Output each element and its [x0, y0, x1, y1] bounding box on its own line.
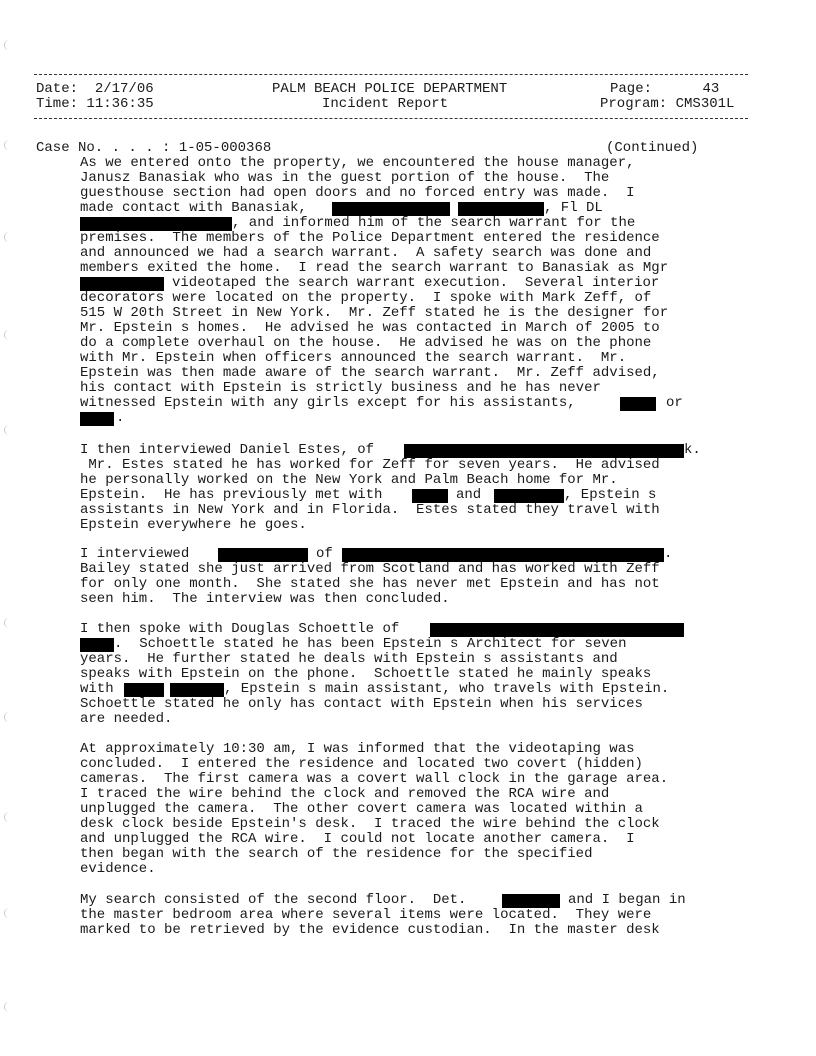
text-line: are needed. — [80, 711, 173, 727]
text-line: I interviewed — [80, 546, 190, 562]
text-line: witnessed Epstein with any girls except for his assistants, — [80, 395, 576, 411]
text-line: and announced we had a search warrant. A safety search was done and — [80, 245, 652, 261]
redaction-block — [342, 548, 664, 562]
text-line: concluded. I entered the residence and located two covert (hidden) — [80, 756, 643, 772]
text-line: desk clock beside Epstein's desk. I traced the wire behind the clock — [80, 816, 660, 832]
redaction-block — [404, 444, 684, 458]
text-line: Schoettle stated he only has contact with Epstein when his services — [80, 696, 643, 712]
text-line: the master bedroom area where several items were located. They were — [80, 907, 652, 923]
page-label: Page: — [610, 81, 653, 97]
text-line: seen him. The interview was then concluded. — [80, 591, 450, 607]
text-line: As we entered onto the property, we encountered the house manager, — [80, 155, 635, 171]
text-line: of — [316, 546, 333, 562]
time-row — [36, 97, 154, 112]
program-row — [600, 97, 734, 112]
text-line: decorators were located on the property. I spoke with Mark Zeff, of — [80, 290, 652, 306]
redaction-block — [412, 489, 448, 503]
redaction-block — [170, 683, 224, 697]
case-number: 1-05-000368 — [178, 140, 272, 156]
text-line: Epstein was then made aware of the search warrant. Mr. Zeff advised, — [80, 365, 660, 381]
text-line: and I began in — [568, 892, 686, 908]
text-line: marked to be retrieved by the evidence custodian. In the master desk — [80, 922, 660, 938]
text-line: and unplugged the RCA wire. I could not locate another camera. I — [80, 831, 635, 847]
text-line: or — [666, 395, 683, 411]
text-line: , Epstein s main assistant, who travels with Epstein. — [224, 681, 670, 697]
punch-hole-mark — [4, 618, 13, 628]
date-label: Date: — [36, 81, 79, 97]
text-line: . Schoettle stated he has been Epstein s Architect for seven — [114, 636, 627, 652]
punch-hole-mark — [4, 812, 13, 822]
time-label: Time: — [36, 96, 79, 112]
text-line: he personally worked on the New York and Palm Beach home for Mr. — [80, 472, 618, 488]
punch-hole-mark — [4, 425, 13, 435]
text-line: with Mr. Epstein when officers announced the search warrant. Mr. — [80, 350, 627, 366]
header-bottom-rule — [34, 118, 748, 119]
redaction-block — [494, 489, 564, 503]
redaction-block — [430, 623, 684, 637]
text-line: , Fl DL — [544, 200, 603, 216]
redaction-block — [332, 202, 450, 216]
report-type: Incident Report — [322, 96, 449, 112]
text-line: Mr. Estes stated he has worked for Zeff for seven years. He advised — [80, 457, 660, 473]
text-line: Mr. Epstein s homes. He advised he was contacted in March of 2005 to — [80, 320, 660, 336]
text-line: Epstein everywhere he goes. — [80, 517, 307, 533]
text-line: for only one month. She stated she has never met Epstein and has not — [80, 576, 660, 592]
text-line: premises. The members of the Police Department entered the residence — [80, 230, 660, 246]
text-line: members exited the home. I read the search warrant to Banasiak as Mgr — [80, 260, 669, 276]
text-line: speaks with Epstein on the phone. Schoettle stated he mainly speaks — [80, 666, 652, 682]
punch-hole-mark — [4, 140, 13, 150]
redaction-block — [80, 638, 114, 652]
text-line: do a complete overhaul on the house. He advised he was on the phone — [80, 335, 652, 351]
text-line: cameras. The first camera was a covert wall clock in the garage area. — [80, 771, 669, 787]
department-name: PALM BEACH POLICE DEPARTMENT — [272, 81, 508, 97]
redaction-block — [218, 548, 308, 562]
redaction-block — [80, 277, 164, 291]
text-line: I traced the wire behind the clock and removed the RCA wire and — [80, 786, 610, 802]
text-line: Bailey stated she just arrived from Scotland and has worked with Zeff — [80, 561, 660, 577]
redaction-block — [620, 397, 656, 411]
continued-label: (Continued) — [606, 140, 699, 156]
punch-hole-mark — [4, 908, 13, 918]
report-time: 11:36:35 — [86, 96, 154, 112]
report-date: 2/17/06 — [94, 81, 154, 97]
text-line: then began with the search of the residence for the specified — [80, 846, 593, 862]
redaction-block — [124, 683, 164, 697]
redaction-block — [502, 894, 560, 908]
punch-hole-mark — [4, 330, 13, 340]
program-code: CMS301L — [675, 96, 735, 112]
text-line: 515 W 20th Street in New York. Mr. Zeff stated he is the designer for — [80, 305, 669, 321]
text-line: his contact with Epstein is strictly business and he has never — [80, 380, 601, 396]
text-line: unplugged the camera. The other covert camera was located within a — [80, 801, 643, 817]
redaction-block — [80, 412, 114, 426]
text-line: , and informed him of the search warrant for the — [232, 215, 636, 231]
text-line: My search consisted of the second floor. Det. — [80, 892, 467, 908]
text-line: At approximately 10:30 am, I was informed that the videotaping was — [80, 741, 635, 757]
redaction-block — [80, 217, 232, 231]
text-line: . — [116, 410, 125, 426]
text-line: videotaped the search warrant execution. Several interior — [172, 275, 660, 291]
text-line: . — [664, 546, 673, 562]
text-line: evidence. — [80, 861, 156, 877]
text-line: I then spoke with Douglas Schoettle of — [80, 621, 400, 637]
text-line: guesthouse section had open doors and no forced entry was made. I — [80, 185, 635, 201]
punch-hole-mark — [4, 1002, 13, 1012]
text-line: I then interviewed Daniel Estes, of — [80, 442, 375, 458]
text-line: years. He further stated he deals with Epstein s assistants and — [80, 651, 618, 667]
text-line: Janusz Banasiak who was in the guest portion of the house. The — [80, 170, 610, 186]
text-line: made contact with Banasiak, — [80, 200, 307, 216]
text-line: Epstein. He has previously met with — [80, 487, 383, 503]
punch-hole-mark — [4, 40, 13, 50]
text-line: assistants in New York and in Florida. Estes stated they travel with — [80, 502, 660, 518]
page-row — [610, 82, 719, 97]
text-line: k. — [684, 442, 701, 458]
program-label: Program: — [600, 96, 668, 112]
case-row — [36, 141, 271, 156]
text-line: with — [80, 681, 114, 697]
case-label: Case No. . . . : — [36, 140, 171, 156]
text-line: , Epstein s — [564, 487, 657, 503]
punch-hole-mark — [4, 712, 13, 722]
date-row — [36, 82, 154, 97]
page-number: 43 — [702, 81, 720, 97]
punch-hole-mark — [4, 232, 13, 242]
redaction-block — [458, 202, 544, 216]
header-top-rule — [34, 74, 748, 75]
text-line: and — [456, 487, 482, 503]
